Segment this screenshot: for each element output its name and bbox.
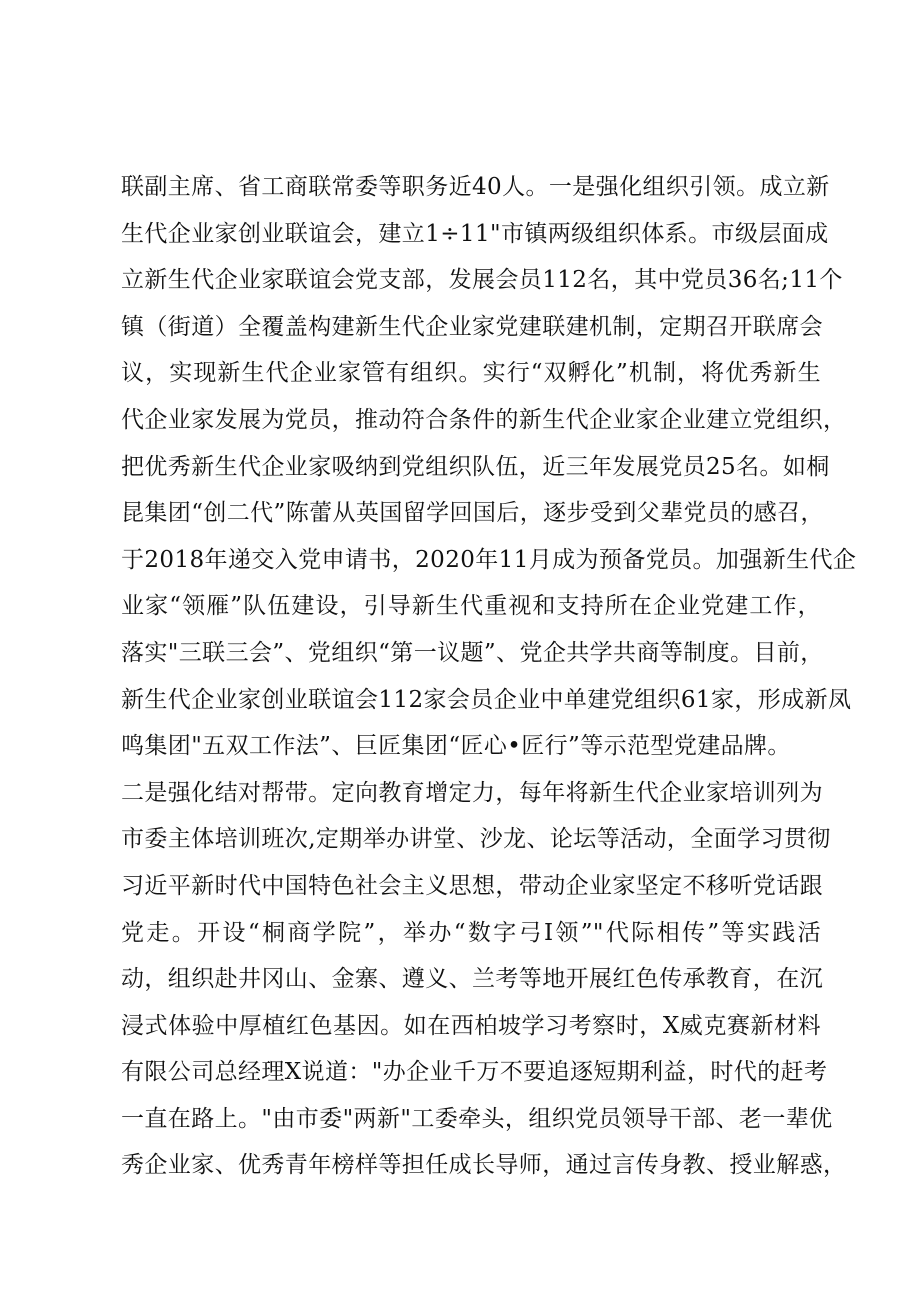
text-line: 于2018年递交入党申请书，2020年11月成为预备党员。加强新生代企 [121, 546, 857, 573]
body-text [121, 164, 857, 1189]
text-line: 一直在路上。"由市委"两新"工委牵头，组织党员领导干部、老一辈优 [121, 1105, 833, 1132]
text-line: 立新生代企业家联谊会党支部，发展会员112名，其中党员36名;11个 [121, 267, 843, 294]
text-line: 秀企业家、优秀青年榜样等担任成长导师，通过言传身教、授业解惑， [121, 1152, 847, 1179]
text-line: 联副主席、省工商联常委等职务近40人。一是强化组织引领。成立新 [121, 174, 830, 200]
text-line: 业家“领雁”队伍建设，引导新生代重视和支持所在企业党建工作， [121, 593, 821, 620]
text-line: 动，组织赴井冈山、金寨、遵义、兰考等地开展红色传承教育，在沉 [121, 966, 823, 993]
text-line: 浸式体验中厚植红色基因。如在西柏坡学习考察时，X威克赛新材料 [121, 1012, 821, 1039]
text-line: 生代企业家创业联谊会，建立1÷11"市镇两级组织体系。市级层面成 [121, 220, 829, 247]
text-line: 议，实现新生代企业家管有组织。实行“双孵化”机制，将优秀新生 [121, 360, 821, 387]
text-line: 把优秀新生代企业家吸纳到党组织队伍，近三年发展党员25名。如桐 [121, 453, 830, 480]
text-line: 有限公司总经理X说道："办企业千万不要追逐短期利益，时代的赶考 [121, 1059, 828, 1086]
text-line: 昆集团“创二代”陈蕾从英国留学回国后，逐步受到父辈党员的感召， [121, 500, 824, 527]
text-line: 落实"三联三会”、党组织“第一议题”、党企共学共商等制度。目前， [121, 639, 824, 666]
text-line: 镇（街道）全覆盖构建新生代企业家党建联建机制，定期召开联席会 [121, 313, 823, 340]
text-line: 习近平新时代中国特色社会主义思想，带动企业家坚定不移听党话跟 [121, 872, 823, 899]
text-line: 市委主体培训班次,定期举办讲堂、沙龙、论坛等活动，全面学习贯彻 [121, 826, 831, 853]
text-line: 鸣集团"五双工作法”、巨匠集团“匠心•匠行”等示范型党建品牌。 [121, 733, 791, 760]
text-line: 代企业家发展为党员，推动符合条件的新生代企业家企业建立党组织， [121, 406, 847, 433]
text-line: 二是强化结对帮带。定向教育增定力，每年将新生代企业家培训列为 [121, 779, 823, 806]
text-line: 党走。开设“桐商学院”，举办“数字弓I领”"代际相传”等实践活 [121, 919, 821, 946]
text-line: 新生代企业家创业联谊会112家会员企业中单建党组织61家，形成新凤 [121, 686, 852, 713]
